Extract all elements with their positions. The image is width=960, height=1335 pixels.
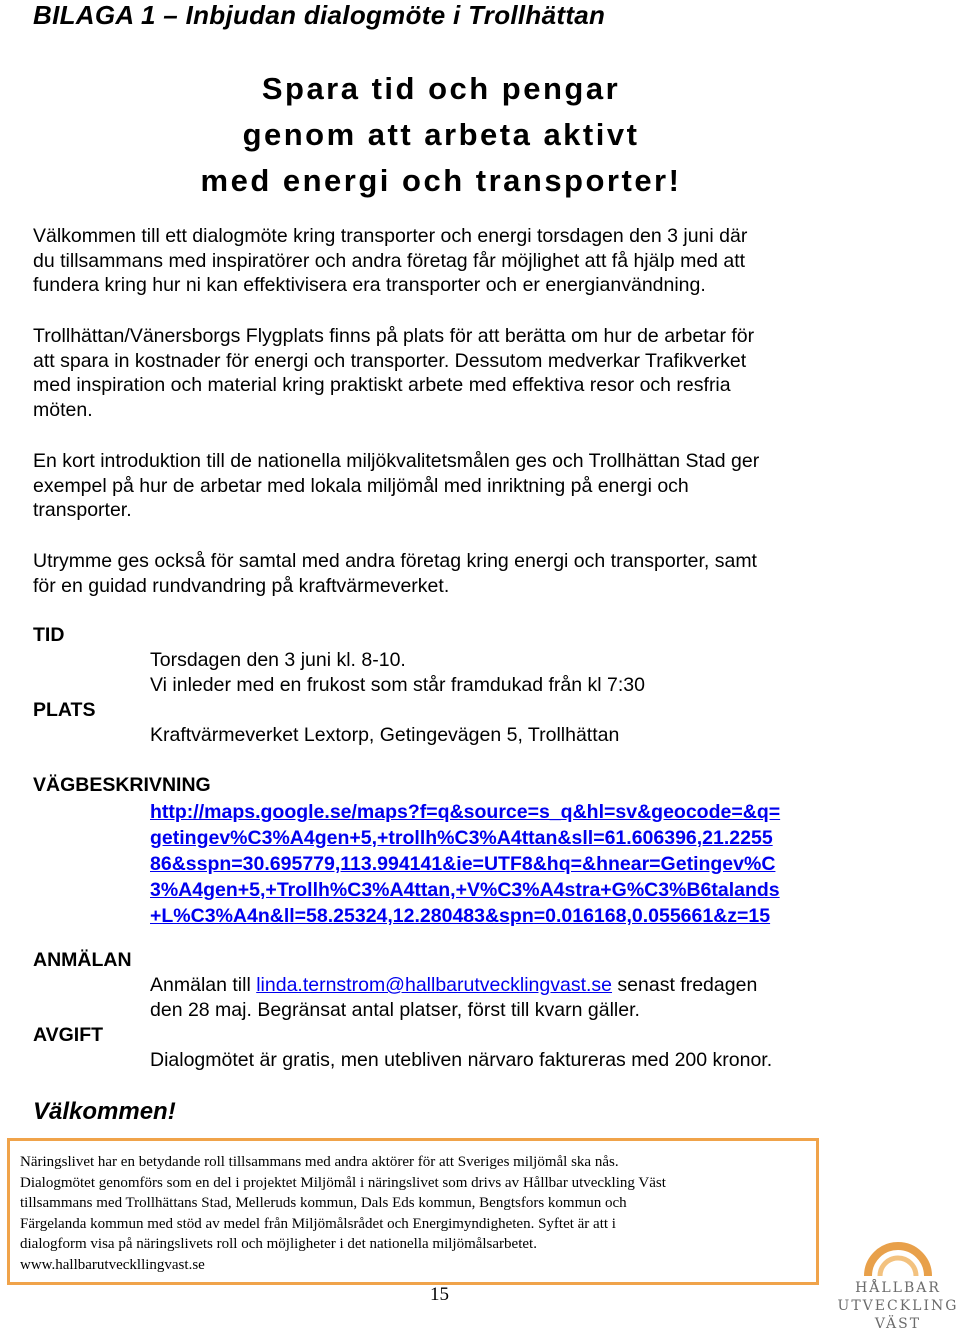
- text-line: transporter.: [33, 499, 132, 521]
- hallbar-utveckling-vast-logo: [836, 1238, 960, 1335]
- title-line: genom att arbeta aktivt: [242, 117, 640, 152]
- text-line: Välkommen till ett dialogmöte kring transporter och energi torsdagen den 3 juni där: [33, 225, 748, 247]
- text-line: Utrymme ges också för samtal med andra företag kring energi och transporter, samt: [33, 550, 757, 572]
- text-line: för en guidad rundvandring på kraftvärmeverket.: [33, 574, 450, 597]
- text-line: att spara in kostnader för energi och transporter. Dessutom medverkar Trafikverket: [33, 349, 747, 372]
- link-line[interactable]: http://maps.google.se/maps?f=q&source=s_q&hl=sv&geocode=&q=: [150, 801, 781, 823]
- invitation-title: [100, 66, 782, 204]
- text-line: möten.: [33, 398, 93, 421]
- anmalan-prefix: Anmälan till: [150, 974, 257, 996]
- project-info-box: [7, 1138, 819, 1285]
- environment-goals-paragraph: [33, 449, 933, 523]
- website-link[interactable]: www.hallbarutveckllingvast.se: [20, 1256, 205, 1273]
- welcome-text: Välkommen!: [33, 1098, 176, 1125]
- directions-link[interactable]: [150, 799, 870, 929]
- avgift-label: AVGIFT: [33, 1024, 104, 1046]
- logo-line: HÅLLBAR: [855, 1280, 941, 1296]
- intro-paragraph: [33, 224, 933, 298]
- link-line[interactable]: getingev%C3%A4gen+5,+trollh%C3%A4ttan&sll=61.606396,21.2255: [150, 827, 773, 849]
- tid-note: Vi inleder med en frukost som står framdukad från kl 7:30: [150, 674, 645, 696]
- text-line: Trollhättan/Vänersborgs Flygplats finns på plats för att berätta om hur de arbetar för: [33, 325, 755, 347]
- logo-line: UTVECKLING: [837, 1298, 959, 1314]
- plats-label: PLATS: [33, 699, 96, 721]
- info-line: tillsammans med Trollhättans Stad, Melleruds kommun, Dals Eds kommun, Bengtsfors kommun och: [20, 1195, 627, 1211]
- link-line[interactable]: 86&sspn=30.695779,113.994141&ie=UTF8&hq=&hnear=Getingev%C: [150, 853, 776, 875]
- link-line[interactable]: +L%C3%A4n&ll=58.25324,12.280483&spn=0.016168,0.055661&z=15: [150, 905, 771, 927]
- anmalan-line2: den 28 maj. Begränsat antal platser, först till kvarn gäller.: [150, 999, 640, 1021]
- vagbeskrivning-label: VÄGBESKRIVNING: [33, 774, 211, 796]
- info-line: dialogform visa på näringslivets roll och möjligheter i det nationella miljömålsarbetet.: [20, 1236, 537, 1252]
- tid-value: Torsdagen den 3 juni kl. 8-10.: [150, 649, 406, 671]
- title-line: med energi och transporter!: [200, 163, 682, 198]
- sun-arc-icon: [836, 1238, 960, 1278]
- info-line: Dialogmötet genomförs som en del i projektet Miljömål i näringslivet som drivs av Hållbar utveckling Väst: [20, 1174, 666, 1191]
- discussion-paragraph: [33, 549, 933, 598]
- text-line: exempel på hur de arbetar med lokala miljömål med inriktning på energi och: [33, 474, 689, 497]
- plats-value: Kraftvärmeverket Lextorp, Getingevägen 5, Trollhättan: [150, 724, 620, 746]
- info-line: Näringslivet har en betydande roll tillsammans med andra aktörer för att Sveriges miljömål ska nås.: [20, 1154, 619, 1170]
- text-line: fundera kring hur ni kan effektivisera era transporter och er energianvändning.: [33, 274, 706, 296]
- logo-line: VÄST: [874, 1316, 922, 1332]
- email-link[interactable]: linda.ternstrom@hallbarutvecklingvast.se: [256, 974, 613, 996]
- text-line: du tillsammans med inspiratörer och andra företag får möjlighet att få hjälp med att: [33, 249, 746, 272]
- title-line: Spara tid och pengar: [261, 71, 621, 106]
- text-line: med inspiration och material kring praktiskt arbete med effektiva resor och resfria: [33, 374, 731, 396]
- anmalan-label: ANMÄLAN: [33, 949, 132, 971]
- anmalan-suffix: senast fredagen: [612, 974, 758, 996]
- link-line[interactable]: 3%A4gen+5,+Trollh%C3%A4ttan,+V%C3%A4stra+G%C3%B6talands: [150, 879, 780, 901]
- info-line: Färgelanda kommun med stöd av medel från Miljömålsrådet och Energimyndigheten. Syftet är att i: [20, 1215, 616, 1232]
- tid-label: TID: [33, 624, 65, 646]
- avgift-value: Dialogmötet är gratis, men utebliven närvaro faktureras med 200 kronor.: [150, 1049, 773, 1071]
- page-number: 15: [430, 1284, 449, 1305]
- anmalan-line: [150, 974, 757, 997]
- document-heading: BILAGA 1 – Inbjudan dialogmöte i Trollhättan: [33, 0, 606, 30]
- text-line: En kort introduktion till de nationella miljökvalitetsmålen ges och Trollhättan Stad ger: [33, 450, 760, 472]
- airport-paragraph: [33, 324, 933, 422]
